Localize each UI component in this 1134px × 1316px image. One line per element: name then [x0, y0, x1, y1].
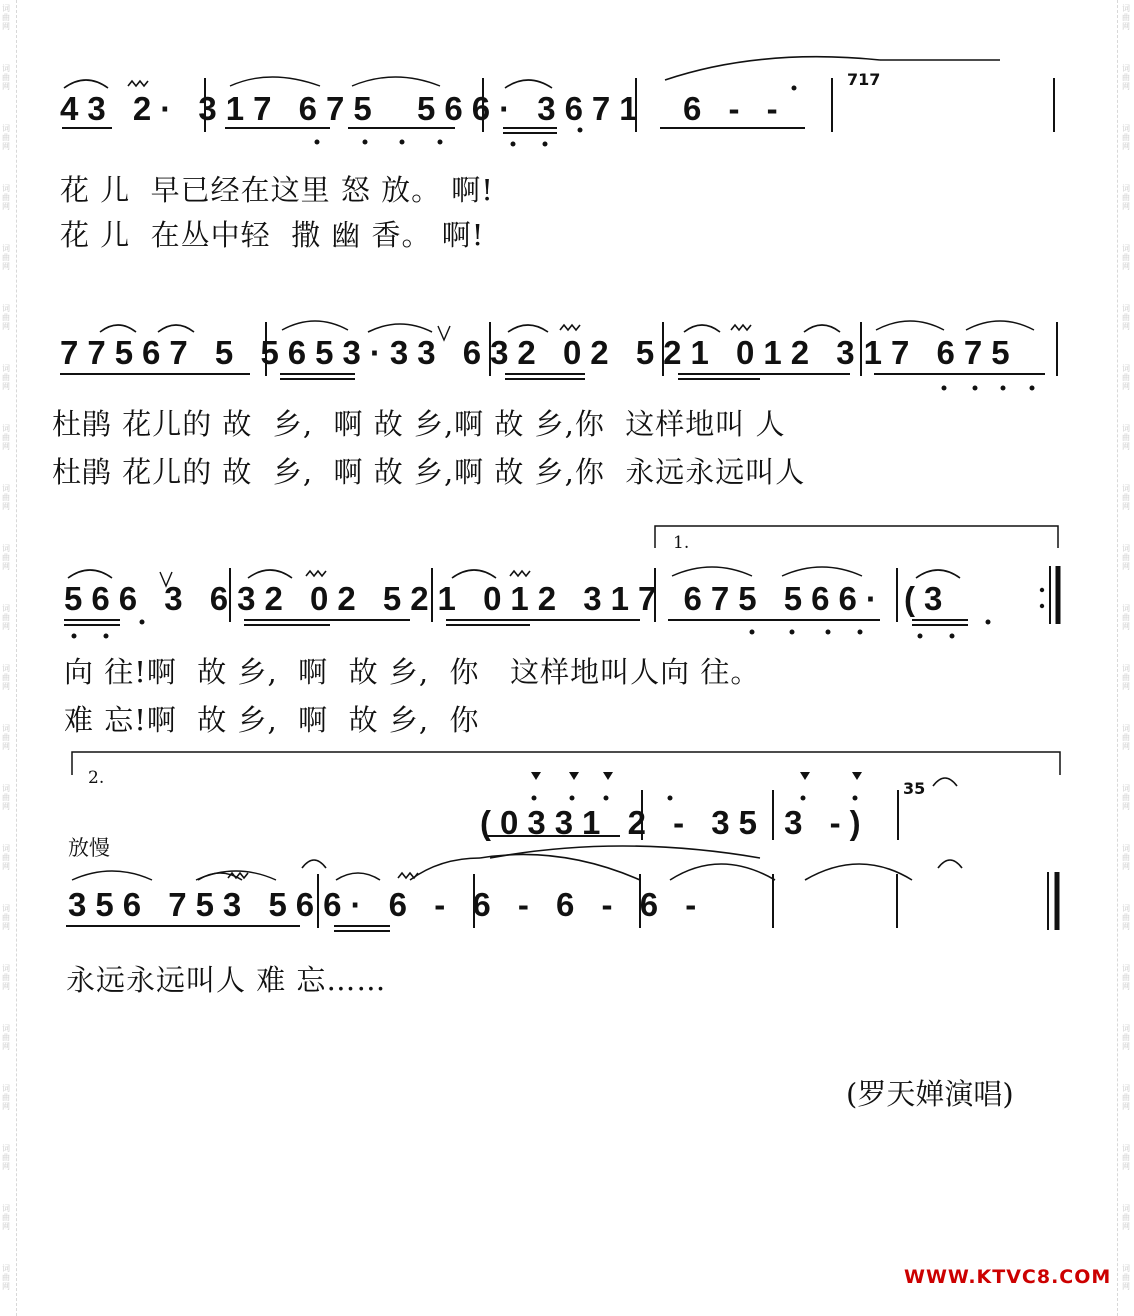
- volta-2-label: 2.: [88, 768, 105, 788]
- watermark-text: 词曲网: [1122, 1264, 1130, 1291]
- watermark-text: 词曲网: [2, 184, 10, 211]
- watermark-text: 词曲网: [1122, 1084, 1130, 1111]
- watermark-text: 词曲网: [2, 1084, 10, 1111]
- watermark-text: 词曲网: [2, 904, 10, 931]
- watermark-text: 词曲网: [1122, 484, 1130, 511]
- watermark-text: 词曲网: [1122, 1144, 1130, 1171]
- watermark-text: 词曲网: [1122, 1204, 1130, 1231]
- left-watermark-rail: [0, 0, 17, 1316]
- watermark-text: 词曲网: [2, 544, 10, 571]
- interlude-notes: (0331 2 - 35 3 -): [480, 804, 870, 841]
- line2-lyrics-verse2: 杜鹃 花儿的 故 乡, 啊 故 乡,啊 故 乡,你 永远永远叫人: [52, 455, 806, 489]
- volta-1-label: 1.: [673, 533, 690, 553]
- watermark-text: 词曲网: [2, 64, 10, 91]
- watermark-text: 词曲网: [2, 664, 10, 691]
- watermark-text: 词曲网: [2, 124, 10, 151]
- watermark-text: 词曲网: [1122, 724, 1130, 751]
- line2-lyrics-verse1: 杜鹃 花儿的 故 乡, 啊 故 乡,啊 故 乡,你 这样地叫 人: [52, 407, 786, 441]
- watermark-text: 词曲网: [2, 424, 10, 451]
- line1-lyrics-verse1: 花 儿 早已经在这里 怒 放。 啊!: [60, 173, 494, 207]
- watermark-text: 词曲网: [2, 1204, 10, 1231]
- line1-grace-notes: 717: [847, 70, 881, 89]
- watermark-text: 词曲网: [1122, 544, 1130, 571]
- performer-credit: (罗天婵演唱): [846, 1077, 1014, 1111]
- watermark-text: 词曲网: [1122, 964, 1130, 991]
- watermark-text: 词曲网: [1122, 604, 1130, 631]
- line2-notes: 77567 5 5653·33 632 02 521 012 317 675: [60, 334, 1019, 371]
- watermark-text: 词曲网: [2, 604, 10, 631]
- line1-lyrics-verse2: 花 儿 在丛中轻 撒 幽 香。 啊!: [60, 218, 485, 252]
- line4-lyrics: 永远永远叫人 难 忘……: [66, 963, 387, 997]
- watermark-text: 词曲网: [1122, 364, 1130, 391]
- tempo-marking: 放慢: [68, 836, 110, 860]
- right-watermark-rail: [1117, 0, 1134, 1316]
- watermark-text: 词曲网: [2, 4, 10, 31]
- line3-lyrics-verse2: 难 忘!啊 故 乡, 啊 故 乡, 你: [64, 703, 480, 737]
- watermark-text: 词曲网: [1122, 244, 1130, 271]
- watermark-text: 词曲网: [1122, 664, 1130, 691]
- interlude-grace-notes: 35: [903, 779, 926, 798]
- website-watermark: WWW.KTVC8.COM: [904, 1266, 1112, 1288]
- watermark-text: 词曲网: [1122, 304, 1130, 331]
- watermark-text: 词曲网: [1122, 4, 1130, 31]
- watermark-text: 词曲网: [2, 844, 10, 871]
- watermark-text: 词曲网: [1122, 424, 1130, 451]
- watermark-text: 词曲网: [1122, 184, 1130, 211]
- line4-notes: 356 753 566· 6 - 6 - 6 - 6 -: [68, 886, 706, 923]
- watermark-text: 词曲网: [1122, 124, 1130, 151]
- watermark-text: 词曲网: [2, 1264, 10, 1291]
- watermark-text: 词曲网: [2, 724, 10, 751]
- watermark-text: 词曲网: [2, 784, 10, 811]
- watermark-text: 词曲网: [1122, 1024, 1130, 1051]
- line3-lyrics-verse1: 向 往!啊 故 乡, 啊 故 乡, 你 这样地叫人向 往。: [64, 655, 761, 689]
- watermark-text: 词曲网: [2, 484, 10, 511]
- line1-notes: 43 2· 317 675 566· 3671 6 - -: [60, 90, 787, 127]
- watermark-text: 词曲网: [1122, 784, 1130, 811]
- watermark-text: 词曲网: [2, 244, 10, 271]
- watermark-text: 词曲网: [2, 364, 10, 391]
- line3-notes: 566 3 632 02 521 012 317 675 566· (3: [64, 580, 952, 617]
- watermark-text: 词曲网: [2, 964, 10, 991]
- watermark-text: 词曲网: [1122, 844, 1130, 871]
- watermark-text: 词曲网: [2, 1024, 10, 1051]
- watermark-text: 词曲网: [2, 1144, 10, 1171]
- watermark-text: 词曲网: [1122, 904, 1130, 931]
- watermark-text: 词曲网: [1122, 64, 1130, 91]
- watermark-text: 词曲网: [2, 304, 10, 331]
